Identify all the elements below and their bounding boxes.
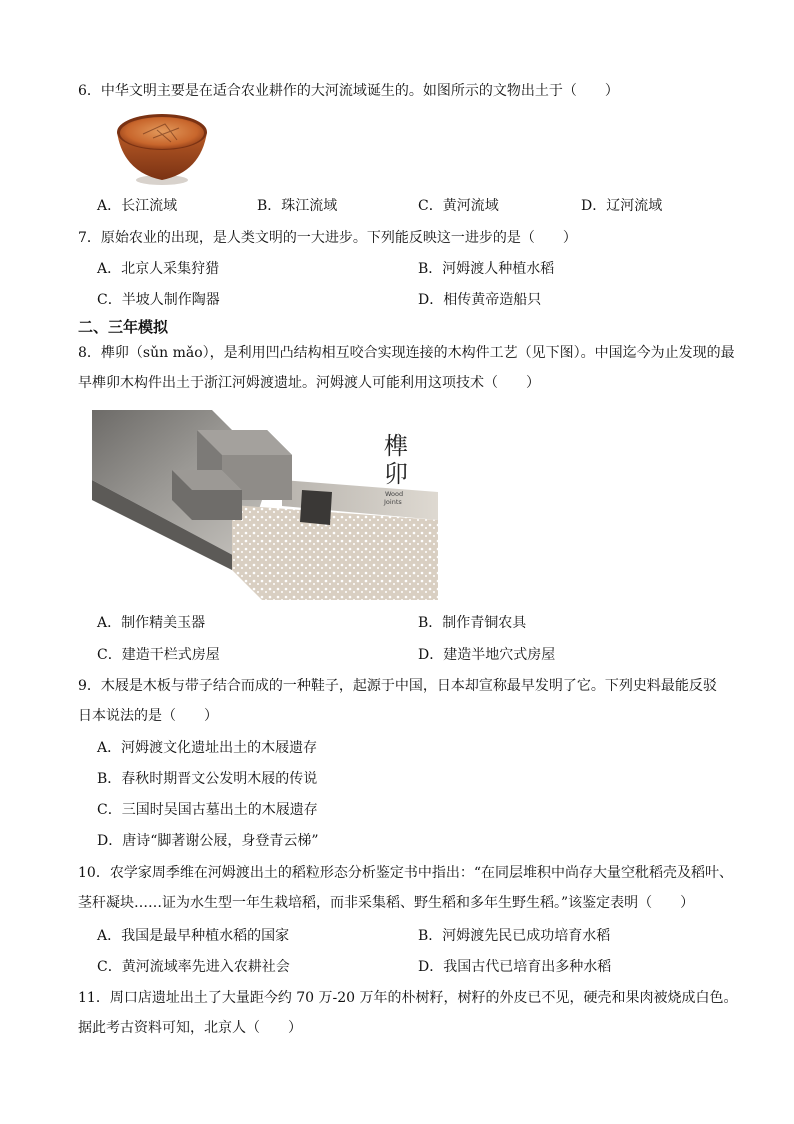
q8-stem-line2: 早榫卯木构件出土于浙江河姆渡遗址。河姆渡人可能利用这项技术（ ） [78,375,540,391]
q7-stem: 7．原始农业的出现，是人类文明的一大进步。下列能反映这一进步的是（ ） [78,230,577,246]
q9-stem-line2: 日本说法的是（ ） [78,708,218,724]
q9-option-b[interactable]: B．春秋时期晋文公发明木屐的传说 [97,771,318,787]
q8-stem-line1: 8．榫卯（sǔn mǎo），是利用凹凸结构相互咬合实现连接的木构件工艺（见下图）。中国迄今为止发现的最 [78,345,735,361]
q7-option-c[interactable]: C．半坡人制作陶器 [97,292,220,308]
figure-title-char-1: 榫 [384,432,408,460]
figure-caption-line1: Wood [385,490,404,498]
figure-caption-line2: Joints [384,498,402,506]
q6-option-c[interactable]: C．黄河流域 [418,198,499,214]
section-heading: 二、三年模拟 [78,318,169,336]
q8-option-b[interactable]: B．制作青铜农具 [418,615,527,631]
figure-title-char-2: 卯 [384,460,408,488]
q7-option-b[interactable]: B．河姆渡人种植水稻 [418,261,555,277]
q6-option-d[interactable]: D．辽河流域 [581,198,663,214]
q11-stem-line2: 据此考古资料可知，北京人（ ） [78,1020,302,1036]
q9-option-a[interactable]: A．河姆渡文化遗址出土的木屐遗存 [97,740,318,756]
q10-option-a[interactable]: A．我国是最早种植水稻的国家 [97,928,290,944]
q6-option-a[interactable]: A．长江流域 [97,198,178,214]
q10-option-b[interactable]: B．河姆渡先民已成功培育水稻 [418,928,611,944]
q10-stem-line2: 茎秆凝块……证为水生型一年生栽培稻，而非采集稻、野生稻和多年生野生稻。”该鉴定表明（ ） [78,895,695,911]
q10-option-d[interactable]: D．我国古代已培育出多种水稻 [418,959,612,975]
q8-option-d[interactable]: D．建造半地穴式房屋 [418,647,556,663]
pottery-bowl-image [113,110,211,188]
q6-stem: 6．中华文明主要是在适合农业耕作的大河流域诞生的。如图所示的文物出土于（ ） [78,83,619,99]
q10-option-c[interactable]: C．黄河流域率先进入农耕社会 [97,959,290,975]
wood-joint-image [92,410,438,600]
q8-option-c[interactable]: C．建造干栏式房屋 [97,647,220,663]
q6-option-b[interactable]: B．珠江流域 [257,198,338,214]
q9-stem-line1: 9．木屐是木板与带子结合而成的一种鞋子，起源于中国，日本却宣称最早发明了它。下列史料最能反驳 [78,678,717,694]
q9-option-d[interactable]: D．唐诗“脚著谢公屐，身登青云梯” [97,833,319,849]
q7-option-d[interactable]: D．相传黄帝造船只 [418,292,542,308]
q7-option-a[interactable]: A．北京人采集狩猎 [97,261,220,277]
q8-option-a[interactable]: A．制作精美玉器 [97,615,206,631]
q9-option-c[interactable]: C．三国时吴国古墓出土的木屐遗存 [97,802,318,818]
q11-stem-line1: 11．周口店遗址出土了大量距今约 70 万-20 万年的朴树籽，树籽的外皮已不见，硬壳和果肉被烧成白色。 [78,990,738,1006]
mortise-tenon-icon [92,410,438,600]
q10-stem-line1: 10．农学家周季维在河姆渡出土的稻粒形态分析鉴定书中指出：“在同层堆积中尚存大量空秕稻壳及稻叶、 [78,865,733,881]
pottery-bowl-icon [113,110,211,188]
